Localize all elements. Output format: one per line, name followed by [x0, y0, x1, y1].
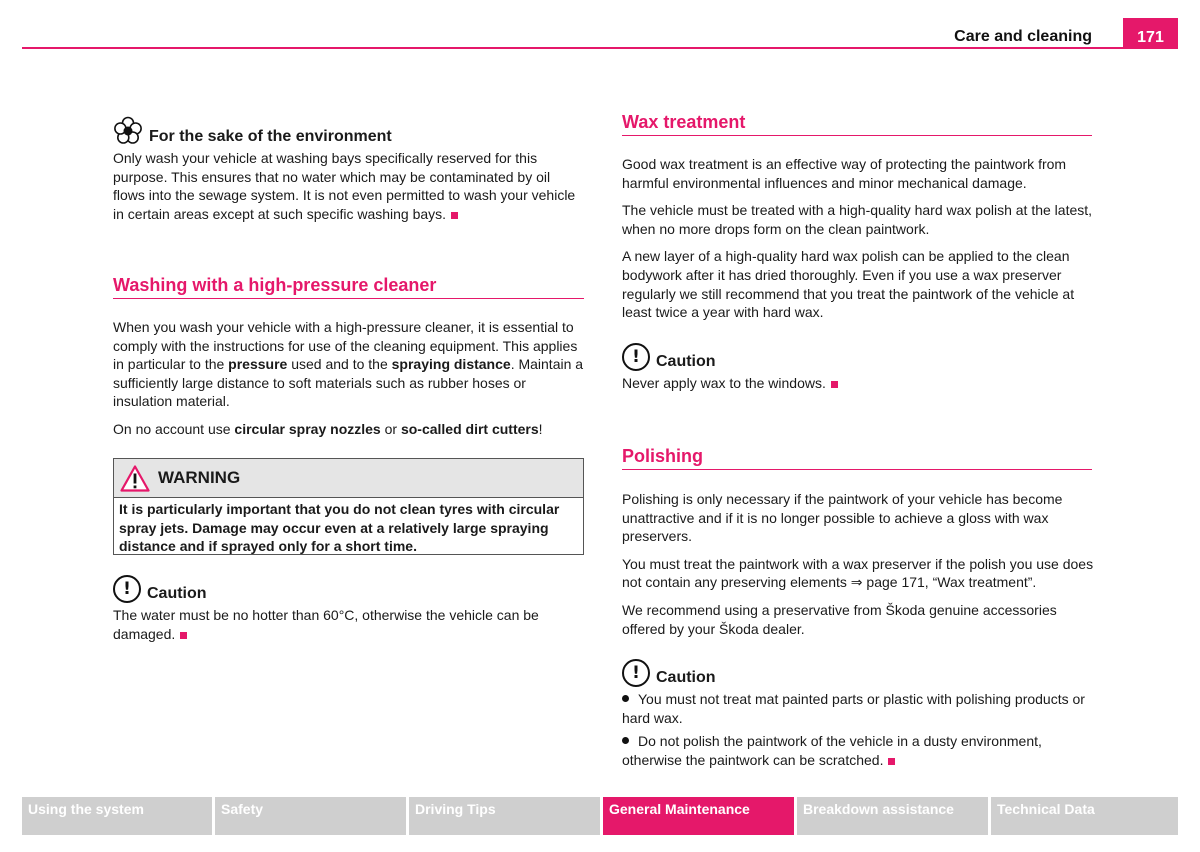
bullet-icon — [622, 695, 629, 702]
caution-text: The water must be no hotter than 60°C, otherwise the vehicle can be damaged. — [113, 607, 539, 642]
caution-label: Caution — [656, 669, 716, 686]
wax-paragraph-3: A new layer of a high-quality hard wax polish can be applied to the clean bodywork after it has dried thoroughly. Even if you use a wax preserver regularly we still recommend that you treat the paintwork of the vehicle at least twice a year with hard wax. — [622, 248, 1075, 321]
environment-heading — [113, 116, 585, 146]
page-number: 171 — [1123, 18, 1178, 49]
polish-paragraph-2: You must treat the paintwork with a wax preserver if the polish you use does not contain any preserving elements ⇒ page 171, “Wax treatment”. — [622, 555, 1094, 591]
nav-tab-technical-data[interactable]: Technical Data — [991, 797, 1178, 835]
end-marker — [831, 381, 838, 388]
caution-icon: ! — [622, 659, 650, 687]
hp-paragraph-1: When you wash your vehicle with a high-pressure cleaner, it is essential to comply with the instructions for use of the cleaning equipment. This applies in particular to the pressure used and to the spraying distance. Maintain a sufficiently large distance to soft materials such as rubber hoses or insulation material. — [113, 319, 584, 410]
nav-tab-general-maintenance[interactable]: General Maintenance — [603, 797, 794, 835]
flower-icon — [113, 116, 143, 146]
nav-tab-breakdown-assistance[interactable]: Breakdown assistance — [797, 797, 988, 835]
wax-body — [622, 155, 1094, 322]
end-marker — [180, 632, 187, 639]
header-rule — [22, 47, 1178, 49]
warning-header — [114, 459, 583, 498]
polish-paragraph-1: Polishing is only necessary if the paintwork of your vehicle has become unattractive and if it is no longer possible to achieve a gloss with wax preservers. — [622, 491, 1063, 545]
warning-triangle-icon — [120, 465, 150, 492]
polish-section — [622, 445, 1092, 470]
hp-body — [113, 318, 585, 439]
environment-text: Only wash your vehicle at washing bays specifically reserved for this purpose. This ensures that no water which may be contaminated by oil flows into the sewage system. It is not even permitted to wash your vehicle in certain areas except at such specific washing bays. — [113, 150, 576, 222]
caution-label: Caution — [656, 353, 716, 370]
warning-label: WARNING — [158, 468, 241, 487]
chapter-nav — [22, 797, 1178, 835]
caution-icon: ! — [113, 575, 141, 603]
environment-heading-label: For the sake of the environment — [149, 128, 392, 145]
hp-paragraph-2: On no account use circular spray nozzles or so-called dirt cutters! — [113, 420, 543, 437]
section-title: Care and cleaning — [954, 28, 1092, 45]
nav-tab-using-the-system[interactable]: Using the system — [22, 797, 212, 835]
caution-wax — [622, 343, 1094, 393]
bullet-item: Do not polish the paintwork of the vehicle in a dusty environment, otherwise the paintwork can be scratched. — [622, 733, 1042, 768]
bullet-item: You must not treat mat painted parts or plastic with polishing products or hard wax. — [622, 691, 1085, 726]
polish-body — [622, 490, 1094, 638]
wax-paragraph-1: Good wax treatment is an effective way of protecting the paintwork from harmful environmental influences and minor mechanical damage. — [622, 156, 1067, 191]
polish-paragraph-3: We recommend using a preservative from Škoda genuine accessories offered by your Škoda dealer. — [622, 601, 1057, 637]
hp-section — [113, 274, 584, 299]
warning-box — [113, 458, 584, 555]
nav-tab-driving-tips[interactable]: Driving Tips — [409, 797, 600, 835]
bullet-icon — [622, 737, 629, 744]
caution-polish — [622, 659, 1094, 769]
polish-heading: Polishing — [622, 445, 1092, 470]
end-marker — [451, 212, 458, 219]
warning-text: It is particularly important that you do not clean tyres with circular spray jets. Damage may occur even at a relatively large spraying distance and if sprayed only for a short time. — [119, 501, 560, 555]
hp-heading: Washing with a high-pressure cleaner — [113, 274, 584, 299]
caution-left — [113, 575, 585, 643]
wax-heading: Wax treatment — [622, 111, 1092, 136]
caution-label: Caution — [147, 585, 207, 602]
wax-section — [622, 111, 1092, 136]
caution-icon: ! — [622, 343, 650, 371]
end-marker — [888, 758, 895, 765]
environment-note — [113, 116, 585, 223]
nav-tab-safety[interactable]: Safety — [215, 797, 406, 835]
wax-paragraph-2: The vehicle must be treated with a high-quality hard wax polish at the latest, when no more drops form on the clean paintwork. — [622, 202, 1093, 237]
caution-text: Never apply wax to the windows. — [622, 374, 1094, 393]
